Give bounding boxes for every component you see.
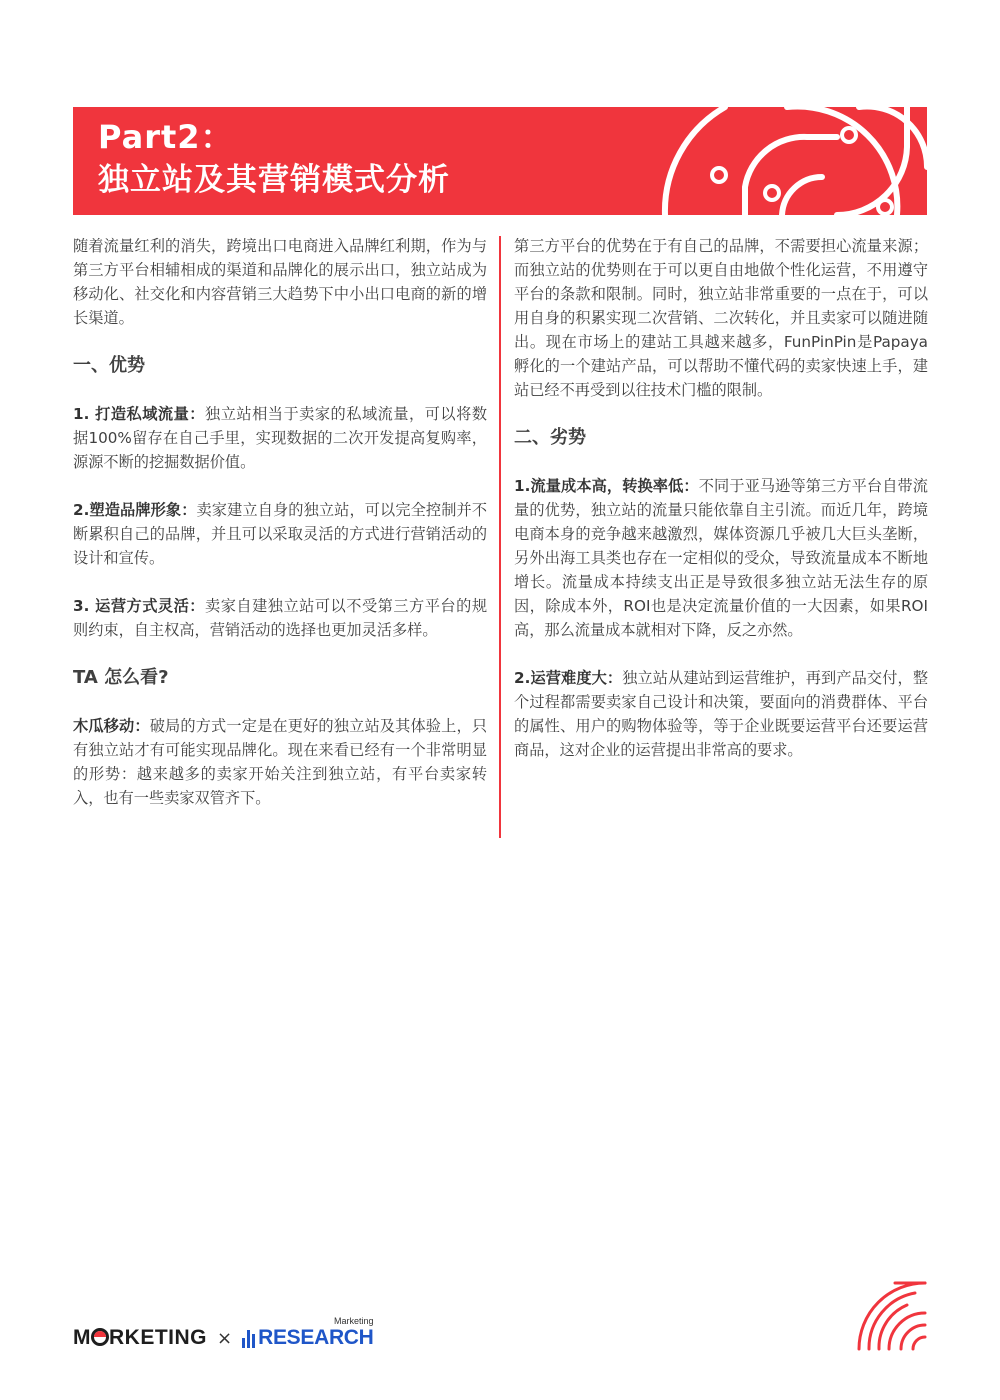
advantage-1-text: 独立站相当于卖家的私域流量，可以将数据100%留存在自己手里，实现数据的二次开发提高复购率，源源不断的挖掘数据价值。: [73, 405, 488, 471]
advantage-3-label: 3. 运营方式灵活：: [73, 597, 205, 615]
advantage-2-text: 卖家建立自身的独立站，可以完全控制并不断累积自己的品牌，并且可以采取灵活的方式进行营销活动的设计和宣传。: [73, 501, 488, 567]
advantage-item-3: [73, 594, 487, 642]
times-symbol: ×: [217, 1327, 233, 1349]
right-intro-paragraph: 第三方平台的优势在于有自己的品牌，不需要担心流量来源；而独立站的优势则在于可以更自由地做个性化运营，不用遵守平台的条款和限制。同时，独立站非常重要的一点在于，可以用自身的积累实现二次营销、二次转化，并且卖家可以随进随出。现在市场上的建站工具越来越多，FunPinPin是Papaya孵化的一个建站产品，可以帮助不懂代码的卖家快速上手，建站已经不再受到以往技术门槛的限制。: [514, 237, 928, 399]
morketing-o-icon: [91, 1328, 109, 1346]
disadvantage-1-text: 不同于亚马逊等第三方平台自带流量的优势，独立站的流量只能依靠自主引流。而近几年，跨境电商本身的竞争越来越激烈，媒体资源几乎被几大巨头垄断，另外出海工具类也存在一定相似的受众，导致流量成本不断地增长。流量成本持续支出正是导致很多独立站无法生存的原因，除成本外，ROI也是决定流量价值的一大因素，如果ROI高，那么流量成本就相对下降，反之亦然。: [514, 477, 928, 639]
research-bars-icon: [242, 1330, 255, 1348]
left-column: [73, 234, 487, 810]
title-line-1: Part2：: [98, 118, 234, 156]
page-title: [98, 117, 450, 203]
advantages-heading: 一、优势: [73, 355, 145, 376]
quote-label: 木瓜移动：: [73, 717, 150, 735]
advantage-1-label: 1. 打造私域流量：: [73, 405, 205, 423]
advantage-item-1: [73, 402, 487, 474]
research-small-label: Marketing: [334, 1316, 374, 1326]
marketing-research-logo: [242, 1316, 374, 1349]
intro-paragraph: 随着流量红利的消失，跨境出口电商进入品牌红利期，作为与第三方平台相辅相成的渠道和品牌化的展示出口，独立站成为移动化、社交化和内容营销三大趋势下中小出口电商的新的增长渠道。: [73, 237, 487, 327]
title-line-2: 独立站及其营销模式分析: [98, 162, 450, 198]
morketing-logo: M RKETING: [73, 1326, 207, 1349]
disadvantage-2-text: 独立站从建站到运营维护，再到产品交付，整个过程都需要卖家自己设计和决策，要面向的消费群体、平台的属性、用户的购物体验等，等于企业既要运营平台还要运营商品，这对企业的运营提出非常高的要求。: [514, 669, 929, 759]
quote-text: 破局的方式一定是在更好的独立站及其体验上，只有独立站才有可能实现品牌化。现在来看已经有一个非常明显的形势：越来越多的卖家开始关注到独立站，有平台卖家转入，也有一些卖家双管齐下。: [73, 717, 488, 807]
corner-rings-decoration: [855, 1279, 927, 1351]
advantage-2-label: 2.塑造品牌形象：: [73, 501, 197, 519]
disadvantages-heading: 二、劣势: [514, 427, 586, 448]
advantage-item-2: [73, 498, 487, 570]
disadvantage-1-label: 1.流量成本高，转换率低：: [514, 477, 699, 495]
ta-heading: TA 怎么看?: [73, 667, 169, 688]
disadvantage-item-1: [514, 474, 928, 642]
quote-paragraph: [73, 714, 487, 810]
research-word: RESEARCH: [258, 1326, 374, 1349]
advantage-3-text: 卖家自建独立站可以不受第三方平台的规则约束，自主权高，营销活动的选择也更加灵活多样。: [73, 597, 488, 639]
disadvantage-2-label: 2.运营难度大：: [514, 669, 623, 687]
right-column: [514, 234, 928, 762]
circuit-rings-decoration: [607, 107, 927, 215]
disadvantage-item-2: [514, 666, 928, 762]
section-banner: [73, 107, 927, 215]
column-divider: [499, 236, 501, 838]
footer-logos: [73, 1318, 374, 1358]
